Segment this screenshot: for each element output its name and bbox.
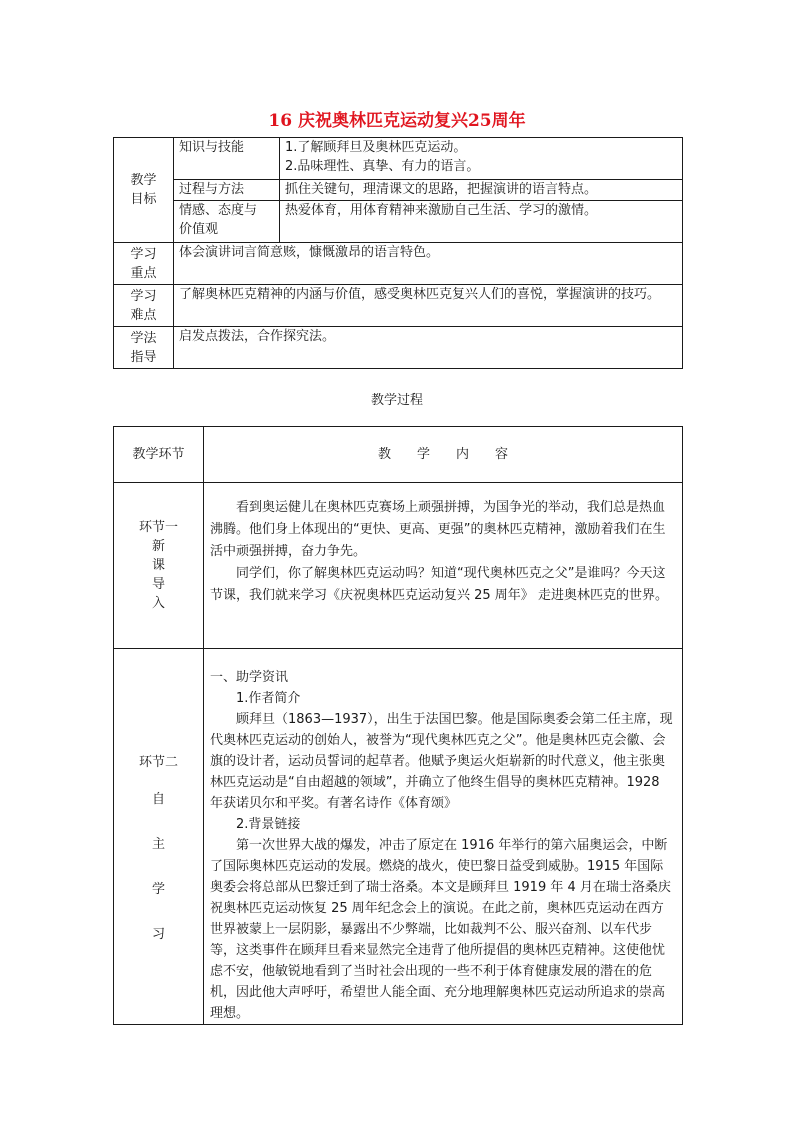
step-column-header: 教学环节 (114, 427, 204, 483)
paragraph: 第一次世界大战的爆发，冲击了原定在 1916 年举行的第六届奥运会，中断了国际奥林匹克运动的发展。燃烧的战火，使巴黎日益受到威胁。1915 年国际奥委会将总部从巴黎迁到了瑞士洛桑。本文是顾拜旦 1919 年 4 月在瑞士洛桑庆祝奥林匹克运动恢复 25 周年纪念会上的演说。在此之前，奥林匹克运动在西方世界被蒙上一层阴影，暴露出不少弊端，比如裁判不公、服兴奋剂、以车代步等，这类事件在顾拜旦看来显然完全违背了他所提倡的奥林匹克精神。这使他忧虑不安，他敏锐地看到了当时社会出现的一些不利于体育健康发展的潜在的危机，因此他大声呼吁，希望世人能全面、充分地理解奥林匹克运动所追求的崇高理想。 (210, 838, 671, 1021)
paragraph: 同学们，你了解奥林匹克运动吗？知道“现代奥林匹克之父”是谁吗？今天这节课，我们就来学习《庆祝奥林匹克运动复兴 25 周年》 走进奥林匹克的世界。 (210, 566, 668, 603)
objective-content: 抓住关键句，理清课文的思路，把握演讲的语言特点。 (280, 180, 683, 201)
key-point-label: 学习重点 (114, 243, 174, 285)
document-title: 16 庆祝奥林匹克运动复兴25周年 (268, 111, 526, 131)
objective-label: 知识与技能 (174, 138, 280, 180)
step2-label: 环节二 自 主 学 习 (114, 649, 204, 1025)
step1-content (204, 483, 683, 649)
step2-content (204, 649, 683, 1025)
content-column-header: 教 学 内 容 (204, 427, 683, 483)
key-point-content: 体会演讲词言简意赅，慷慨激昂的语言特色。 (174, 243, 683, 285)
difficulty-content: 了解奥林匹克精神的内涵与价值，感受奥林匹克复兴人们的喜悦，掌握演讲的技巧。 (174, 285, 683, 327)
process-table (113, 426, 683, 1025)
difficulty-label: 学习难点 (114, 285, 174, 327)
objective-content: 热爱体育，用体育精神来激励自己生活、学习的激情。 (280, 201, 683, 243)
paragraph: 看到奥运健儿在奥林匹克赛场上顽强拼搏，为国争光的举动，我们总是热血沸腾。他们身上体现出的“更快、更高、更强”的奥林匹克精神，激励着我们在生活中顽强拼搏，奋力争先。 (210, 500, 666, 559)
paragraph: 顾拜旦（1863—1937），出生于法国巴黎。他是国际奥委会第二任主席，现代奥林匹克运动的创始人，被誉为“现代奥林匹克之父”。他是奥林匹克会徽、会旗的设计者，运动员誓词的起草者。他赋予奥运火炬崭新的时代意义，他主张奥林匹克运动是“自由超越的领域”，并确立了他终生倡导的奥林匹克精神。1928 年获诺贝尔和平奖。有著名诗作《体育颂》 (210, 712, 673, 811)
section-heading: 一、助学资讯 (210, 670, 289, 685)
subheading: 1.作者简介 (236, 691, 301, 706)
method-label: 学法指导 (114, 327, 174, 369)
objectives-table (113, 137, 683, 369)
step1-label: 环节一 新 课 导 入 (114, 483, 204, 649)
objective-content: 1.了解顾拜旦及奥林匹克运动。 2.品味理性、真挚、有力的语言。 (280, 138, 683, 180)
objective-label: 过程与方法 (174, 180, 280, 201)
objective-label: 情感、态度与价值观 (174, 201, 280, 243)
process-title: 教学过程 (370, 393, 423, 408)
objectives-header: 教学目标 (114, 138, 174, 243)
subheading: 2.背景链接 (236, 817, 301, 832)
method-content: 启发点拨法，合作探究法。 (174, 327, 683, 369)
